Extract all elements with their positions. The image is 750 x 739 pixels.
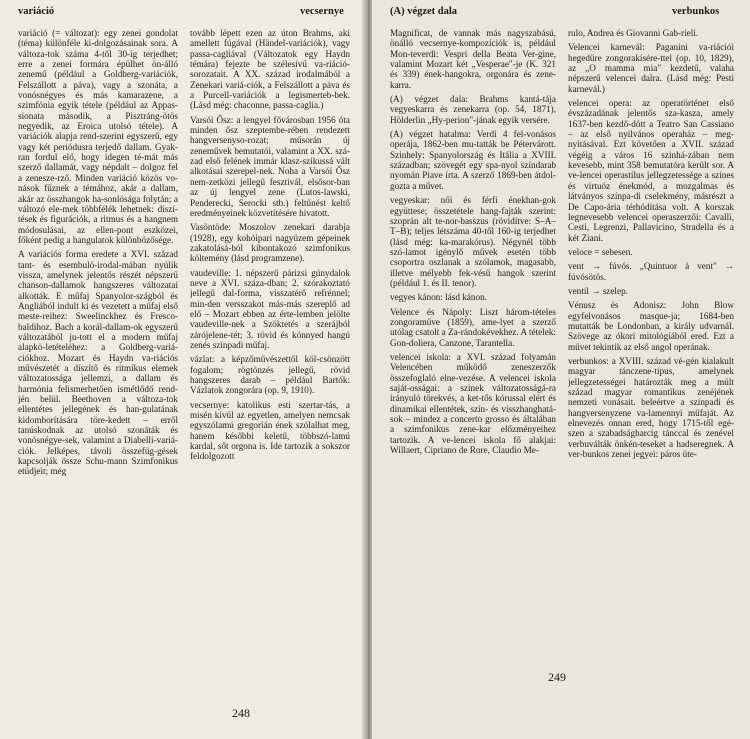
left-column-1	[18, 28, 178, 728]
paragraph: vegyeskar: női és férfi énekhan-gok együttese; összetétele hang-fajták szerint: szoprán alt te-nor-basszus (rövidítve: S–A–T–B); teljes létszáma 40-től 160-ig terjedhet (lásd még: ka-marakórus). Négynél több szó-lamot igénylő művek esetén több csoportra oszlanak a szólamok, magasabb, illetve mélyebb fek-vésű hangok szerint (például 1. és II. tenor).	[390, 195, 556, 288]
paragraph: velencei iskola: a XVI. század folyamán Velencében működő zeneszerzők összefoglaló elne-vezése. A velencei iskola saját-osságai: a szinek változatosságá-ra irányuló törekvés, a ket-tős kórussal elért és dinamikai ellentétek, szín- és visszhanghatá-sok – mindez a concerto grosso és általában a szimfonikus zene-kar előzményeihez tartozik. A ve-lencei iskola fő alakjai: Willaert, Cipriano de Rore, Claudio Me-	[390, 351, 556, 456]
paragraph: Magnificat, de vannak más nagyszabású, önálló vecsernye-kompozíciók is, például Mon-teverdi: Vespri della Beata Ver-gine, valamint Mozart két „Vesperae"-je (K. 321 és 339) ének-hangokra, orgonára és zene-karra.	[390, 28, 556, 90]
paragraph: vent → fúvós. „Quintuor à vent" → fúvósötös.	[568, 261, 734, 282]
paragraph: vázlat: a képzőművészettől köl-csönzött fogalom; rögtönzés jellegű, rövid hangszeres darab – például Bartók: Vázlatok zongorára (op. 9, 1910).	[190, 354, 350, 396]
paragraph: (A) végzet dala: Brahms kantá-tája vegyeskarra és zenekarra (op. 54, 1871), Hölderlin „Hy-perion"-jának egyik versére.	[390, 94, 556, 125]
paragraph: Velence és Nápoly: Liszt három-tételes zongoraműve (1859), ame-lyet a szerző utólag csatolt a Za-rándokévekhez. A tételek: Gon-doliera, Canzone, Tarantella.	[390, 306, 556, 348]
left-page	[0, 0, 366, 739]
right-page	[372, 0, 750, 739]
paragraph: Velencei karnevál: Paganini va-riációi hegedűre zongorakísére-ttel (op. 10, 1829), az „O mamma mia" kezdetű, valaha népszerű velencei dalra. (Lásd még: Pesti karnevál.)	[568, 42, 734, 94]
left-header-term: variáció	[18, 6, 55, 17]
right-column-2	[568, 28, 734, 733]
paragraph: veloce = sebesen.	[568, 246, 633, 257]
left-header-term-end: vecsernye	[300, 6, 344, 17]
paragraph: vegyes kánon: lásd kánon.	[390, 292, 487, 303]
paragraph: A variációs forma eredete a XVI. század tant- és esembuló-irodal-mában nyúlik vissza, amelynek jelentős részét népszerű chanson-dallamok hangszeres változatai alkották. E műfaj Spanyolor-szágból és Angliából indult ki és vezetett a műfaj első meste-reihez: Sweelinckhez és Fresco-baldihoz. Bach a korál-dallam-ok egyszerű változatából ju-tott el a modern műfaj alapkö-letételéhez: a Goldberg-variá-ciókhoz. Mozart és Haydn va-riációs művészetét a díszítő és ritmikus elemek változatossága jellemzi, a dallam és harmónia felismerhetően ismétlődő rend-jén belül. Beethoven a változa-tok ellentétes jellegének és han-gulatának kidomborítására töre-kedett – erről tanúskodnak az utolsó szonáták és vonósnégye-sek, valamint a Diabelli-variá-ciók. Jelképes, távoli összefüg-gések kapcsolják össze Schu-mann Szimfonikus etüdjeit; még	[18, 249, 178, 477]
right-column-1	[390, 28, 556, 668]
paragraph: vaudeville: 1. népszerű párizsi gúnydalok neve a XVI. száza-dban; 2. szórakoztató jellegű dal-forma, visszatérő refrénnel; min-den versszakot más-más szereplő ad elő – Mozart ebben az érte-lemben jelölte vaudeville-nek a Szöktetés a szerájból zárójelene-tét; 3. rövid és könnyed hangú zenés színpadi műfaj.	[190, 267, 350, 350]
left-column-2	[190, 28, 350, 648]
paragraph: verbunkos: a XVIII. század vé-gén kialakult magyar tánczene-típus, amelynek jellegzetességei határozták meg a múlt század magyar romantikus zenéjének nemzeti vonásait. beleértve a színpadi és hangversenyzene va-lamennyi műfaját. Az elnevezés onnan ered, hogy 1715-től egé-szen a szabadságharcig tánccal és zenével verbuválták önkén-teseket a hadseregnek. A ver-bunkos zenei jegyei: páros üte-	[568, 355, 734, 460]
paragraph: velencei opera: az operatörténet első évszázadának jelentős sza-kasza, amely 1637-ben kezdő-dött a Teatro San Cassiano – az első nyilvános operaház – meg-nyitásával. Ezt követően a XVII. század végéig a város 16 szinhá-zában nem kevesebb, mint 358 bemutatóra került sor. A ve-lencei operastílus jellegzetessége a színes és virtuóz énekmód, a mozgalmas és látványos színpa-di cselekmény, másrészt a De Capo-ária térhódítása volt. A korszak legnevesebb velencei operaszerzői: Cavalli, Cesti, Legrenzi, Pallavicino, Stradella és a két Ziani.	[568, 98, 734, 243]
page-number: 248	[232, 706, 250, 720]
right-header-term: (A) végzet dala	[390, 6, 458, 17]
paragraph: Varsói Ősz: a lengyel fővárosban 1956 óta minden ősz szeptembe-rében rendezett hangversenyso-rozat; műsorán új zeneművek bemutatói, valamint a XX. szá-zad első felének immár klasz-szikussá vált alkotásai szerepel-nek. Noha a Varsói Ősz nem-zetközi jellegű fesztivál, elsősor-ban az új lengyel zene (Lutos-lawski, Penderecki, Serocki stb.) feltűnést keltő eredményeinek közvetítésére hivatott.	[190, 114, 350, 218]
paragraph: rulo, Andrea és Giovanni Gab-rieli.	[568, 28, 699, 38]
paragraph: tovább lépett ezen az úton Brahms, aki amellett fúgával (Händel-variációk), vagy passa-cagliával (Változatok egy Haydn témára) fejezte be szélesívű va-riáció-sorozatait. A XX. század irodalmából a Zenekari variá-ciók, a Felszállott a páva és a Purcell-variációk a legismerteb-bek. (Lásd még: chaconne, passa-caglia.)	[190, 28, 350, 111]
page-number: 249	[548, 670, 566, 684]
paragraph: variáció (= változat): egy zenei gondolat (téma) különféle ki-dolgozásainak sora. A változa-tok száma 4-től 30-ig terjedhet; erre a zenei formára épülhet ön-álló zenemű (például a Goldberg-variációk, Felszállott a páva), vagy a szonáta, a vonósnégyes és más kamarazene, a szimfónia egyik tétele (például az Appas-sionata második, a Pisztráng-ötös negyedik, az Eroica utolsó tétele). A variációk alapja rend-szerint egyszerű, egy vagy két periódusra terjedő dallam. Gyak-ran fordul elő, hogy idegen té-mát más szerző dallamát, vagy népdalt – dolgoz fel a zenesze-rző. Minden variáció közös vo-nások fűznek a témához, akár a dallam, akár az összhangok ha-sonlósága folytán; a változó ele-mek többfélék lehetnek: díszí-tések és figurációk, a ritmus és a hangnem módosulásai, az ellen-pont eszközei, főként pedig a hangulatok különbözősége.	[18, 28, 178, 245]
paragraph: Vénusz és Adonisz: John Blow egyfelvonásos masque-ja; 1684-ben mutatták be Londonban, a király udvarnál. Szövege az ókori mitológiából ered. Ezt a művet tekintik az első angol operának.	[568, 300, 734, 352]
paragraph: (A) végzet hatalma: Verdi 4 fel-vonásos operája, 1862-ben mu-tatták be Pétervárott. Szinhely: Spanyolország és Itália a XVIII. században; szövegét egy spa-nyol színdarab nyomán Piave írta. A szerző 1869-ben átdol-gozta a művet.	[390, 129, 556, 191]
paragraph: vecsernye: katolikus esti szertar-tás, a misén kívül az egyetlen, amelyen nemcsak egyszólamú gregorián ének szólalhat meg, hanem későbbi keletű, többszó-lamú kardal, sőt orgona is. Ide tartozik a sokszor feldolgozott	[190, 399, 350, 462]
paragraph: ventil → szelep.	[568, 285, 628, 296]
right-header-term-end: verbunkos	[672, 6, 720, 17]
paragraph: Vasöntöde: Moszolov zenekari darabja (1928), egy kohóipari nagyüzem gépeinek zakatolásá-ból kibontakozó szimfonikus költemény (lásd programzene).	[190, 222, 350, 264]
